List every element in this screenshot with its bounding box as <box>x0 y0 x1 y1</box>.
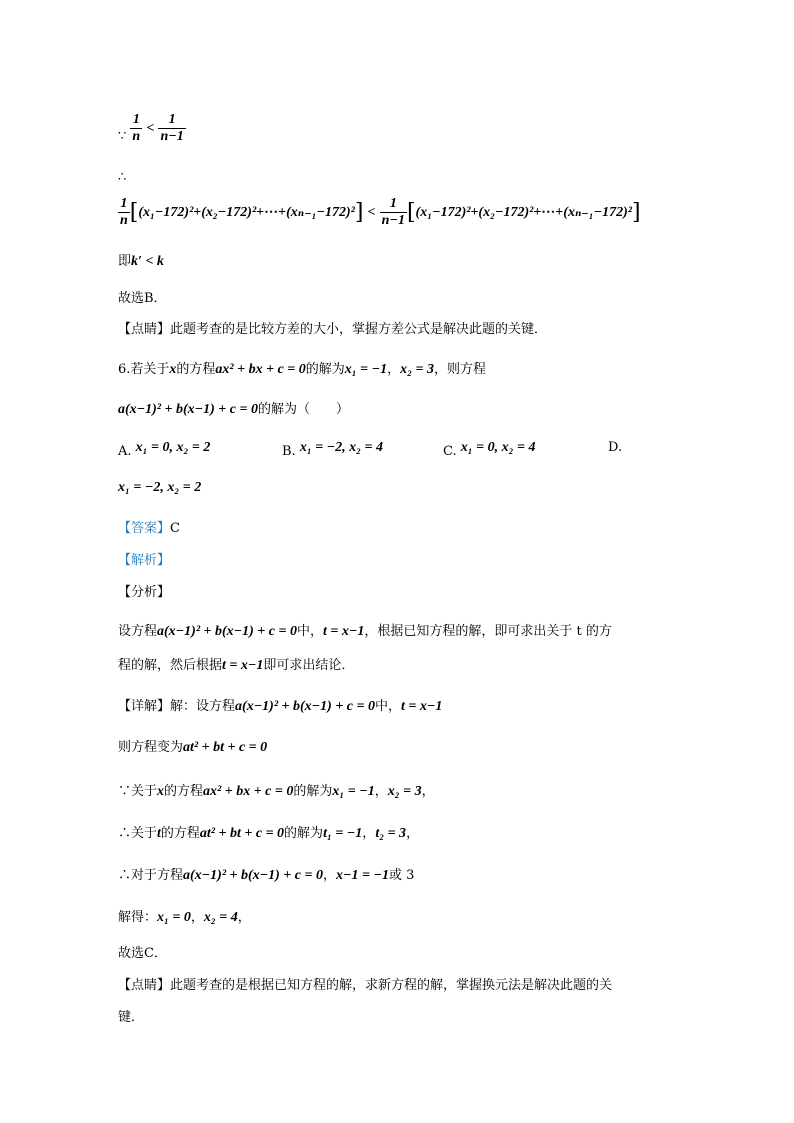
term-x1: (x₁−172)² <box>415 205 471 220</box>
option-c: C. x₁ = 0, x₂ = 4 <box>443 440 536 459</box>
option-a: A. x₁ = 0, x₂ = 2 <box>118 440 211 459</box>
fenxi-line-2: 程的解，然后根据t = x−1即可求出结论． <box>118 658 355 673</box>
fraction-1-over-n: $\frac{1}{n}$ <box>120 196 128 228</box>
ineq-line-1 <box>118 112 186 145</box>
xiangjie-line-1: 【详解】解：设方程a(x−1)² + b(x−1) + c = 0中，t = x−1 <box>118 699 443 714</box>
xiangjie-line-4: ∴关于t的方程at² + bt + c = 0的解为t₁ = −1，t₂ = 3， <box>118 826 420 841</box>
term-x2: (x₂−172)² <box>478 205 534 220</box>
fenxi-line-1: 设方程a(x−1)² + b(x−1) + c = 0中，t = x−1，根据已知方程的解，即可求出关于 t 的方 <box>118 624 612 639</box>
answer: 【答案】C <box>118 521 180 536</box>
fraction-1-over-n: $\frac{1}{n}$ <box>132 112 141 144</box>
xiangjie-line-5: ∴对于方程a(x−1)² + b(x−1) + c = 0，x−1 = −1或 3 <box>118 868 415 883</box>
option-d-value: x₁ = −2, x₂ = 2 <box>118 480 202 495</box>
fenxi-tag: 【分析】 <box>118 585 171 600</box>
dianjing-2-cont: 键． <box>118 1010 145 1025</box>
dianjing-1: 【点睛】此题考查的是比较方差的大小，掌握方差公式是解决此题的关键． <box>118 322 548 337</box>
fraction-1-over-n-minus-1: $\frac{1}{n-1}$ <box>160 112 184 144</box>
jiexi-tag: 【解析】 <box>118 553 171 568</box>
therefore-symbol: ∴ <box>118 170 127 185</box>
question-6: 6.若关于x的方程ax² + bx + c = 0的解为x₁ = −1，x₂ = 3，则方程 <box>118 362 487 377</box>
term-x2: (x₂−172)² <box>201 205 257 220</box>
term-xn-1: (xₙ₋₁−172)² <box>286 205 355 220</box>
ji-line: 即k′ < k <box>118 254 164 269</box>
because-symbol: ∵ <box>118 129 127 144</box>
dianjing-2: 【点睛】此题考查的是根据已知方程的解，求新方程的解，掌握换元法是解决此题的关 <box>118 978 613 993</box>
option-d: D. <box>608 440 623 455</box>
less-than: < <box>146 121 155 136</box>
less-than: < <box>367 205 376 220</box>
option-b: B. x₁ = −2, x₂ = 4 <box>282 440 384 459</box>
equation-original: ax² + bx + c = 0 <box>215 362 306 377</box>
variance-inequality: $\frac{1}{n}$ [(x₁−172)²+(x₂−172)²+⋯+(xₙ₋₁−172)²] < $\frac{1}{n-1}$ [(x₁−172)²+(x₂−172)²+⋯+(xₙ₋₁−172)²] <box>120 196 641 228</box>
fraction-1-over-n-minus-1: $\frac{1}{n-1}$ <box>381 196 405 228</box>
choose-c: 故选C． <box>118 946 167 961</box>
term-xn-1: (xₙ₋₁−172)² <box>563 205 632 220</box>
question-6-line-2: a(x−1)² + b(x−1) + c = 0的解为（ ） <box>118 402 349 417</box>
equation-new: a(x−1)² + b(x−1) + c = 0 <box>118 402 258 417</box>
xiangjie-line-2: 则方程变为at² + bt + c = 0 <box>118 740 268 755</box>
term-x1: (x₁−172)² <box>138 205 194 220</box>
choose-b: 故选B． <box>118 291 167 306</box>
xiangjie-line-3: ∵关于x的方程ax² + bx + c = 0的解为x₁ = −1，x₂ = 3， <box>118 784 435 799</box>
xiangjie-line-6: 解得：x₁ = 0，x₂ = 4， <box>118 910 251 925</box>
k-inequality: k′ < k <box>131 254 164 269</box>
